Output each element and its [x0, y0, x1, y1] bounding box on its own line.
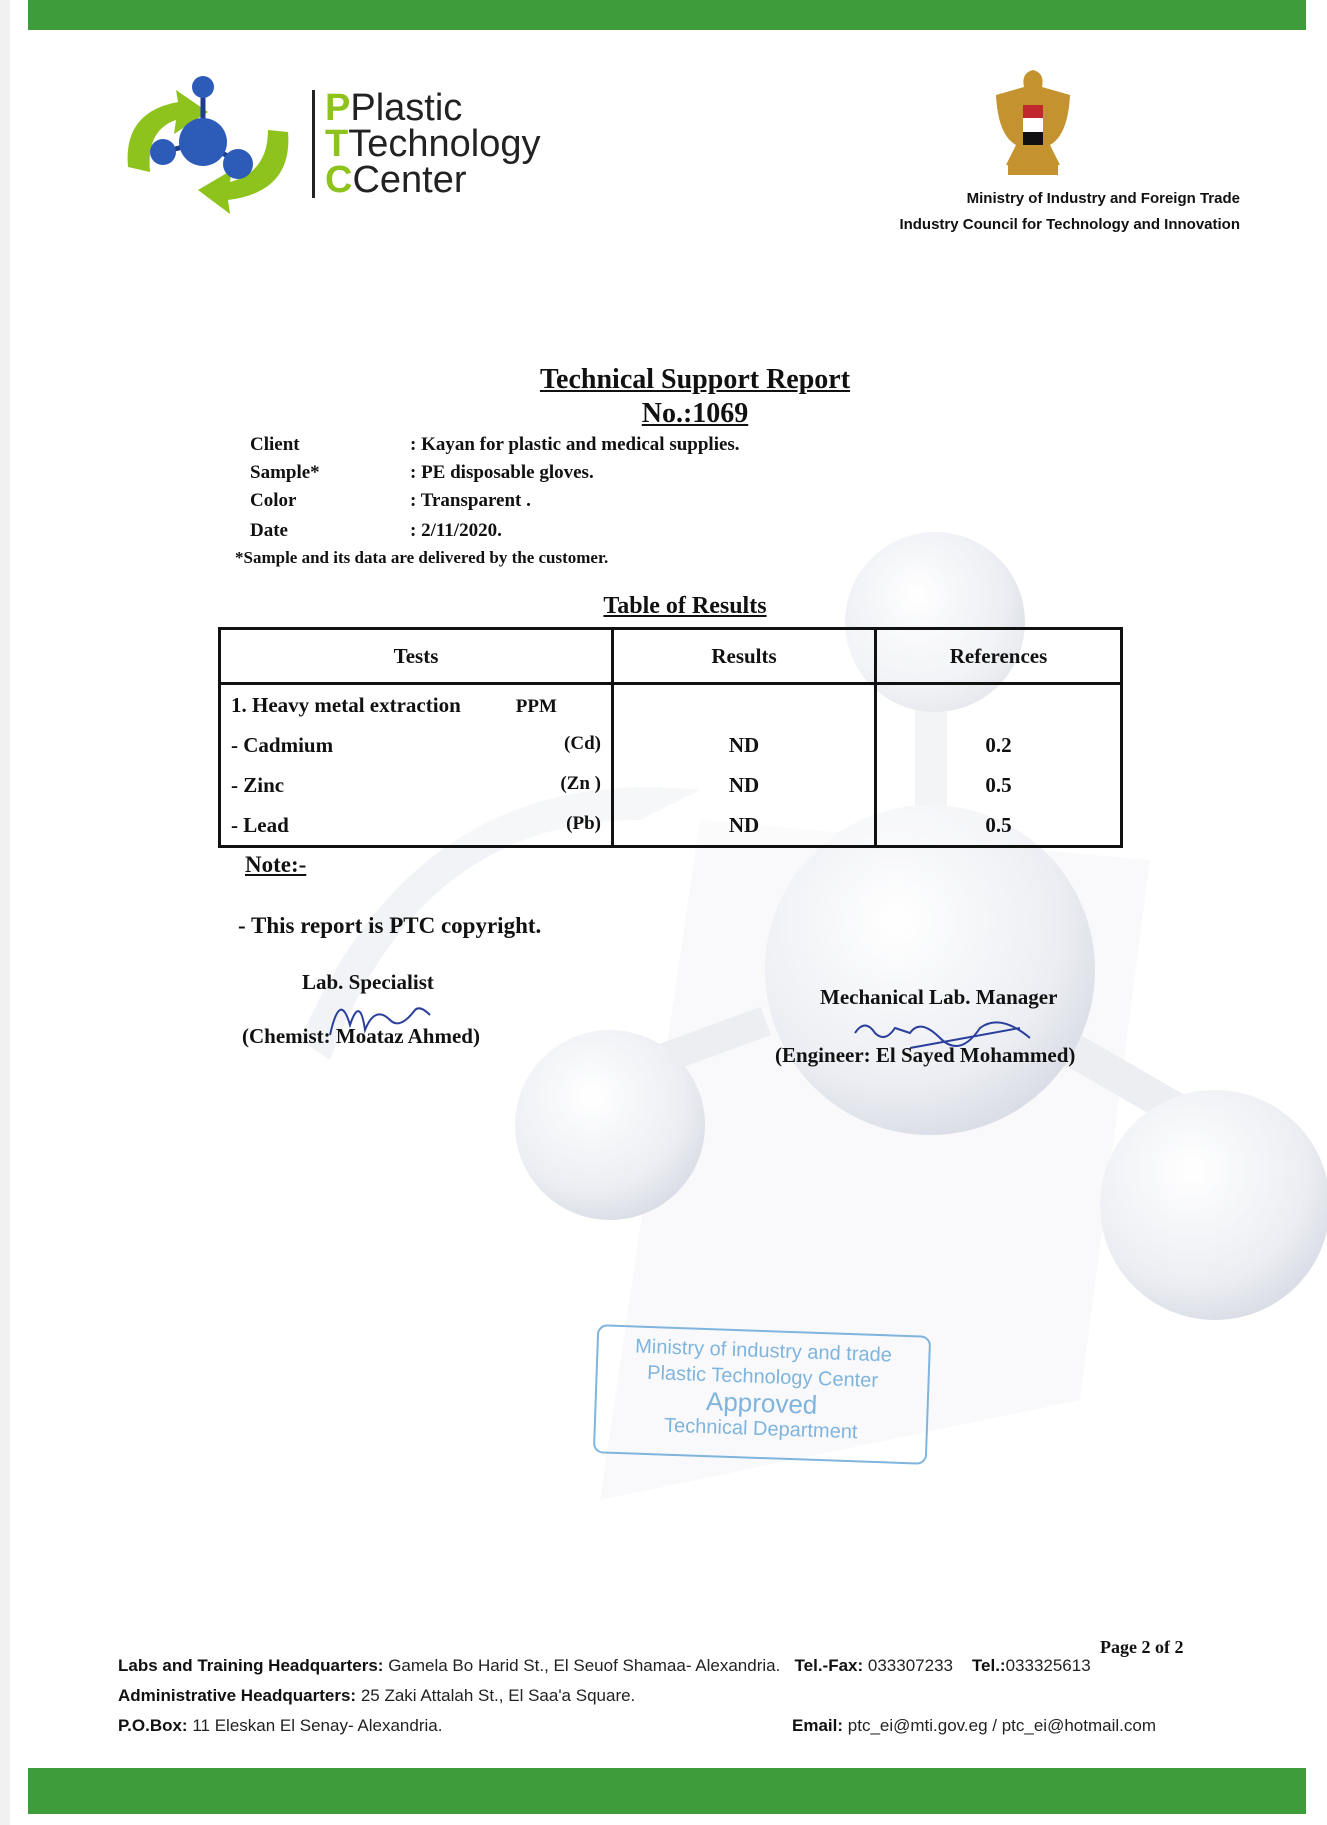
left-signatory-name: (Chemist: Moataz Ahmed)	[242, 1024, 480, 1048]
ministry-line-2: Industry Council for Technology and Innovation	[899, 216, 1240, 233]
group-cell	[220, 684, 613, 726]
info-value: : 2/11/2020.	[410, 520, 502, 541]
logo-word-3: Center	[352, 159, 467, 201]
header-references: References	[876, 629, 1122, 684]
telfax-value: 033307233	[867, 1656, 953, 1675]
reference-cell: 0.2	[876, 725, 1122, 765]
sample-footnote: *Sample and its data are delivered by the customer.	[235, 548, 609, 567]
header-tests: Tests	[220, 629, 613, 684]
test-name: - Lead	[231, 812, 289, 837]
info-label: Date	[250, 520, 288, 541]
table-header-row	[220, 629, 1122, 684]
info-label: Client	[250, 434, 300, 455]
report-title: Technical Support Report	[539, 364, 851, 395]
result-cell: ND	[613, 805, 876, 847]
ministry-line-1: Ministry of Industry and Foreign Trade	[966, 190, 1240, 207]
right-signatory-name: (Engineer: El Sayed Mohammed)	[775, 1043, 1076, 1067]
labs-label: Labs and Training Headquarters:	[118, 1656, 384, 1675]
footer-pobox-line	[118, 1716, 442, 1736]
right-signatory-title: Mechanical Lab. Manager	[820, 985, 1058, 1009]
stamp-line-3: Approved	[705, 1386, 818, 1420]
email-label: Email:	[792, 1716, 844, 1735]
test-cell	[220, 725, 613, 765]
info-value: : PE disposable gloves.	[410, 462, 594, 483]
footer-email-line	[792, 1716, 1156, 1736]
group-unit: PPM	[515, 695, 557, 717]
stamp-line-2: Plastic Technology Center	[646, 1361, 879, 1393]
pobox-value: 11 Eleskan El Senay- Alexandria.	[192, 1716, 443, 1735]
result-cell: ND	[613, 765, 876, 805]
note-heading: Note:-	[245, 852, 307, 877]
empty-cell	[876, 684, 1122, 726]
table-row	[220, 725, 1122, 765]
test-name: - Cadmium	[231, 732, 334, 757]
info-value: : Transparent .	[410, 490, 531, 511]
admin-label: Administrative Headquarters:	[118, 1686, 357, 1705]
test-cell	[220, 805, 613, 847]
ptc-logo-text	[312, 87, 541, 201]
admin-value: 25 Zaki Attalah St., El Saa'a Square.	[360, 1686, 636, 1705]
eagle-emblem	[990, 65, 1076, 180]
table-row	[220, 684, 1122, 726]
empty-cell	[613, 684, 876, 726]
pobox-label: P.O.Box:	[118, 1716, 188, 1735]
table-row	[220, 805, 1122, 847]
ptc-logo	[118, 72, 298, 222]
logo-word-1: Plastic	[350, 87, 463, 129]
logo-word-2: Technology	[348, 123, 541, 165]
tel-value: 033325613	[1005, 1656, 1091, 1675]
email-value: ptc_ei@mti.gov.eg / ptc_ei@hotmail.com	[847, 1716, 1156, 1735]
test-symbol: (Zn )	[560, 772, 601, 794]
stamp-line-4: Technical Department	[663, 1414, 858, 1444]
footer-admin-line	[118, 1686, 635, 1706]
tel-label: Tel.:	[971, 1656, 1006, 1675]
left-signatory-title: Lab. Specialist	[302, 970, 434, 994]
bottom-green-band	[28, 1768, 1306, 1814]
test-symbol: (Pb)	[566, 812, 601, 834]
approval-stamp	[593, 1324, 931, 1465]
test-name: - Zinc	[231, 772, 285, 797]
report-number: No.:1069	[641, 398, 749, 429]
info-value: : Kayan for plastic and medical supplies.	[410, 434, 740, 455]
info-label: Color	[250, 490, 297, 511]
logo-line-3: CCenter	[325, 159, 467, 201]
header-results: Results	[613, 629, 876, 684]
footer-labs-line	[118, 1656, 1091, 1676]
labs-value: Gamela Bo Harid St., El Seuof Shamaa- Alexandria.	[388, 1656, 781, 1675]
logo-line-1: PPlastic	[325, 87, 463, 129]
note-text: - This report is PTC copyright.	[238, 913, 542, 938]
telfax-label: Tel.-Fax:	[794, 1656, 864, 1675]
results-table	[218, 627, 1123, 848]
logo-line-2: TTechnology	[325, 123, 541, 165]
page-number: Page 2 of 2	[1100, 1637, 1184, 1657]
table-caption: Table of Results	[603, 593, 767, 619]
reference-cell: 0.5	[876, 805, 1122, 847]
result-cell: ND	[613, 725, 876, 765]
reference-cell: 0.5	[876, 765, 1122, 805]
group-label: 1. Heavy metal extraction	[231, 692, 461, 717]
test-symbol: (Cd)	[564, 732, 601, 754]
table-row	[220, 765, 1122, 805]
info-label: Sample*	[250, 462, 320, 483]
test-cell	[220, 765, 613, 805]
stamp-line-1: Ministry of industry and trade	[634, 1335, 893, 1367]
ministry-block	[820, 186, 1240, 238]
